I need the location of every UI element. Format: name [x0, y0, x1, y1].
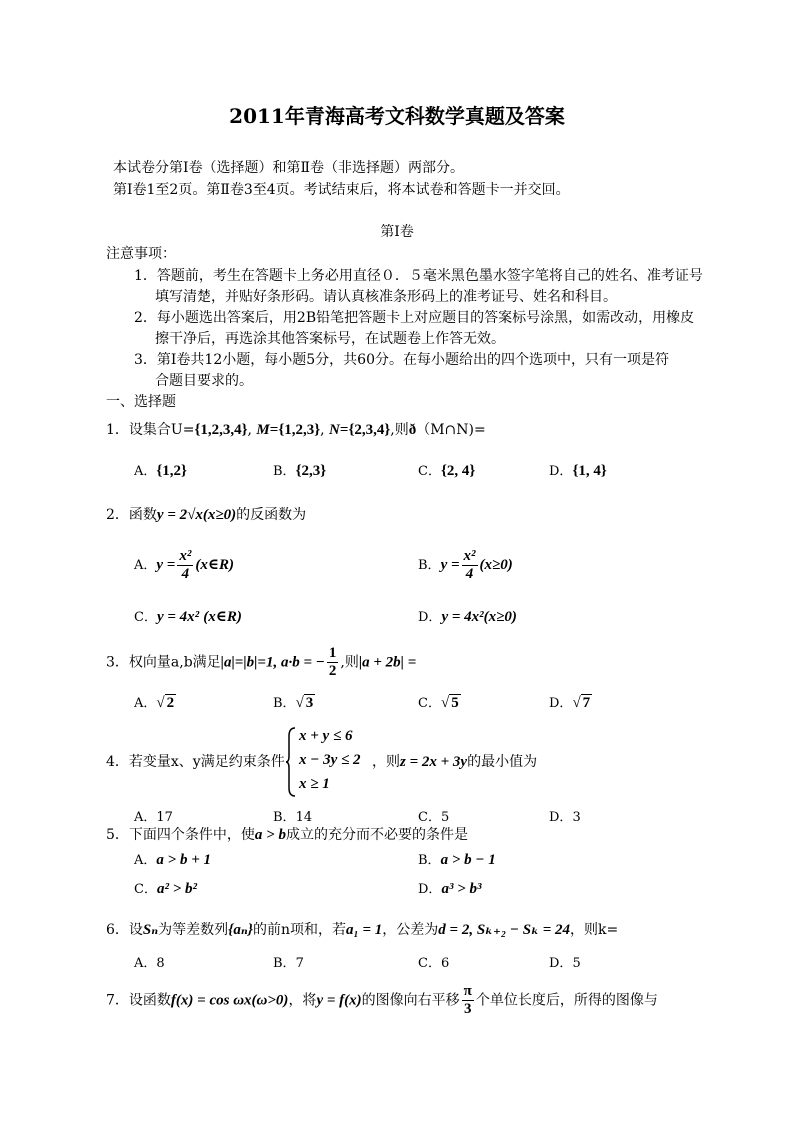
q4-option-d[interactable]	[549, 806, 581, 825]
q1-m-label: M	[256, 422, 270, 438]
q7-text-1: ，将	[288, 992, 317, 1009]
option-lhs: y =	[156, 557, 176, 573]
option-lhs: y = 4x²	[156, 609, 200, 625]
option-cond: (x∈R)	[203, 609, 242, 625]
sqrt: √ 5	[440, 695, 459, 711]
option-label: A．	[134, 464, 157, 479]
option-label: D．	[549, 696, 573, 711]
q7-text-3: 个单位长度后，所得的图像与	[475, 992, 658, 1009]
sqrt: √ 2	[156, 695, 175, 711]
constraint-2: x − 3y ≤ 2	[299, 752, 361, 768]
option-value: {2, 4}	[440, 463, 476, 479]
question-7	[106, 983, 658, 1018]
q6-text-2: 的前n项和，若	[252, 922, 346, 938]
q6-prefix: 6．设	[106, 922, 143, 938]
option-label: A．	[134, 696, 157, 711]
q6-option-b[interactable]	[273, 952, 304, 971]
q1-option-a[interactable]	[134, 460, 187, 480]
fraction-num: x²	[463, 548, 476, 564]
option-label: D．	[418, 610, 442, 625]
option-value: 14	[295, 810, 313, 825]
q1-complement: ð	[408, 422, 417, 438]
option-lhs: y = 4x²	[441, 609, 484, 625]
option-label: A．	[134, 853, 157, 868]
option-label: B．	[418, 558, 441, 573]
question-6	[106, 920, 618, 940]
option-label: C．	[418, 810, 441, 825]
q2-option-a[interactable]	[134, 548, 234, 583]
option-label: A．	[134, 558, 157, 573]
option-label: C．	[418, 464, 441, 479]
option-value: a > b − 1	[440, 852, 496, 868]
q5-option-b[interactable]	[418, 849, 496, 869]
q6-text-1: 为等差数列	[158, 922, 229, 938]
option-value: 8	[156, 956, 165, 971]
fraction	[177, 548, 193, 583]
option-cond: (x≥0)	[483, 609, 517, 625]
note-3-line-2: 合题目要求的。	[155, 373, 253, 389]
q3-option-b[interactable]	[273, 692, 315, 712]
fraction-num: x²	[179, 548, 192, 564]
q4-option-b[interactable]	[273, 806, 312, 825]
fraction-num: π	[463, 983, 472, 999]
q7-y: y = f(x)	[316, 992, 362, 1009]
q6-option-a[interactable]	[134, 952, 165, 971]
option-cond: (x≥0)	[479, 557, 513, 573]
q1-tail: ,则	[390, 422, 409, 438]
q4-suffix: 的最小值为	[467, 754, 538, 770]
constraint-1: x + y ≤ 6	[299, 728, 353, 744]
option-label: C．	[418, 956, 441, 971]
q6-text-4: ，则k=	[570, 922, 619, 938]
note-2-line-2: 擦干净后，再选涂其他答案标号，在试题卷上作答无效。	[155, 331, 505, 347]
option-label: A．	[134, 810, 157, 825]
q3-option-a[interactable]	[134, 692, 176, 712]
q5-suffix: 成立的充分而不必要的条件是	[285, 827, 468, 843]
intro-line-2: 第Ⅰ卷1至2页。第Ⅱ卷3至4页。考试结束后，将本试卷和答题卡一并交回。	[113, 182, 570, 198]
fraction-den: 4	[465, 566, 474, 582]
q6-option-d[interactable]	[549, 952, 581, 971]
option-value: 7	[295, 956, 304, 971]
option-label: B．	[273, 810, 296, 825]
question-2	[106, 505, 306, 525]
option-value: 3	[572, 810, 581, 825]
q3-expr: |a|=|b|=1, a·b = −	[220, 654, 325, 671]
intro-line-1: 本试卷分第Ⅰ卷（选择题）和第Ⅱ卷（非选择题）两部分。	[113, 160, 465, 176]
q2-option-d[interactable]	[418, 606, 517, 626]
option-label: B．	[273, 696, 296, 711]
q3-tail: ,则	[340, 654, 359, 671]
q7-fraction	[462, 983, 474, 1018]
option-value: a³ > b³	[441, 881, 482, 897]
q7-f: f(x) = cos ωx(ω>0)	[170, 992, 289, 1009]
option-value: 5	[440, 810, 450, 825]
section-heading: 第Ⅰ卷	[380, 224, 414, 240]
question-4-tail	[372, 752, 537, 772]
q1-option-b[interactable]	[273, 460, 326, 480]
option-label: C．	[134, 882, 157, 897]
q4-option-a[interactable]	[134, 806, 173, 825]
q6-a1: a₁ = 1	[346, 922, 383, 938]
q5-option-c[interactable]	[134, 878, 197, 898]
q5-option-d[interactable]	[418, 878, 481, 898]
option-label: D．	[549, 464, 573, 479]
option-value: a > b + 1	[156, 852, 211, 868]
q3-option-d[interactable]	[549, 692, 592, 712]
option-label: A．	[134, 956, 157, 971]
q6-text-3: ，公差为	[382, 922, 439, 938]
q3-fraction	[327, 645, 339, 680]
q4-objective: z = 2x + 3y	[400, 754, 468, 770]
notes-heading: 注意事项：	[106, 246, 176, 262]
fraction-den: 2	[328, 663, 337, 679]
fraction-num: 1	[328, 645, 337, 661]
q1-option-c[interactable]	[418, 460, 475, 480]
option-label: B．	[273, 464, 296, 479]
option-label: D．	[549, 810, 573, 825]
q6-an: {aₙ}	[228, 922, 253, 938]
constraint-brace	[285, 726, 297, 798]
option-value: 17	[156, 810, 173, 825]
q3-prefix: 3．权向量a,b满足	[106, 654, 221, 671]
q7-prefix: 7．设函数	[106, 992, 171, 1009]
q5-option-a[interactable]	[134, 849, 211, 869]
part-heading: 一、选择题	[106, 394, 176, 410]
q1-end: （M∩N)=	[416, 422, 486, 438]
option-value: 6	[440, 956, 450, 971]
radicand: 7	[582, 695, 591, 711]
fraction-den: 3	[464, 1001, 472, 1017]
option-label: B．	[273, 956, 296, 971]
question-1: 1．设集合U={1,2,3,4}, M={1,2,3}, N={2,3,4},则ð（M∩N)=	[106, 422, 486, 438]
q2-prefix: 2．函数	[106, 507, 157, 523]
q3-option-c[interactable]	[418, 692, 461, 712]
q1-set-m: ={1,2,3}	[269, 422, 321, 438]
fraction	[462, 548, 478, 583]
q7-text-2: 的图像向右平移	[361, 992, 460, 1009]
q6-option-c[interactable]	[418, 952, 449, 971]
option-value: 5	[572, 956, 581, 971]
constraint-3: x ≥ 1	[299, 776, 330, 792]
q4-mid: ，则	[372, 754, 400, 770]
q2-option-b[interactable]	[418, 548, 513, 583]
q5-prefix: 5．下面四个条件中，使	[106, 827, 255, 843]
option-label: D．	[549, 956, 573, 971]
sqrt: √ 3	[295, 695, 314, 711]
question-5	[106, 825, 468, 845]
sqrt: √ 7	[572, 695, 591, 711]
q1-option-d[interactable]	[549, 460, 607, 480]
option-value: {1, 4}	[572, 463, 607, 479]
option-value: {1,2}	[156, 463, 187, 479]
q2-option-c[interactable]	[134, 606, 242, 626]
q1-set-n: ={2,3,4}	[339, 422, 391, 438]
question-4-prefix: 4．若变量x、y满足约束条件	[106, 754, 285, 770]
option-label: B．	[418, 853, 441, 868]
q5-expr: a > b	[254, 827, 286, 843]
q6-d: d = 2, Sₖ₊₂ − Sₖ = 24	[438, 922, 570, 938]
q2-expr: y = 2√x(x≥0)	[156, 507, 237, 523]
q1-prefix: 1．设集合U=	[106, 422, 195, 438]
q3-end: |a + 2b| =	[358, 654, 417, 671]
option-value: {2,3}	[295, 463, 327, 479]
option-label: C．	[134, 610, 157, 625]
note-3-line-1: 3．第Ⅰ卷共12小题，每小题5分，共60分。在每小题给出的四个选项中，只有一项是符	[134, 352, 669, 368]
question-3	[106, 645, 416, 680]
q6-sn: Sₙ	[142, 922, 159, 938]
q2-suffix: 的反函数为	[236, 507, 307, 523]
option-cond: (x∈R)	[195, 557, 234, 573]
note-2-line-1: 2．每小题选出答案后，用2B铅笔把答题卡上对应题目的答案标号涂黑，如需改动，用橡皮	[134, 310, 695, 326]
fraction-den: 4	[181, 566, 190, 582]
option-lhs: y =	[440, 557, 460, 573]
q1-n-label: N	[329, 422, 340, 438]
q1-set-u: {1,2,3,4}	[194, 422, 248, 438]
radicand: 3	[305, 695, 314, 711]
q4-option-c[interactable]	[418, 806, 449, 825]
radicand: 5	[451, 695, 459, 711]
note-1-line-2: 填写清楚，并贴好条形码。请认真核准条形码上的准考证号、姓名和科目。	[155, 289, 617, 305]
radicand: 2	[166, 695, 175, 711]
note-1-line-1: 1．答题前，考生在答题卡上务必用直径０．５毫米黑色墨水签字笔将自己的姓名、准考证号	[134, 268, 703, 284]
page-title: 2011年青海高考文科数学真题及答案	[229, 104, 565, 128]
option-value: a² > b²	[156, 881, 197, 897]
option-label: C．	[418, 696, 441, 711]
option-label: D．	[418, 882, 442, 897]
